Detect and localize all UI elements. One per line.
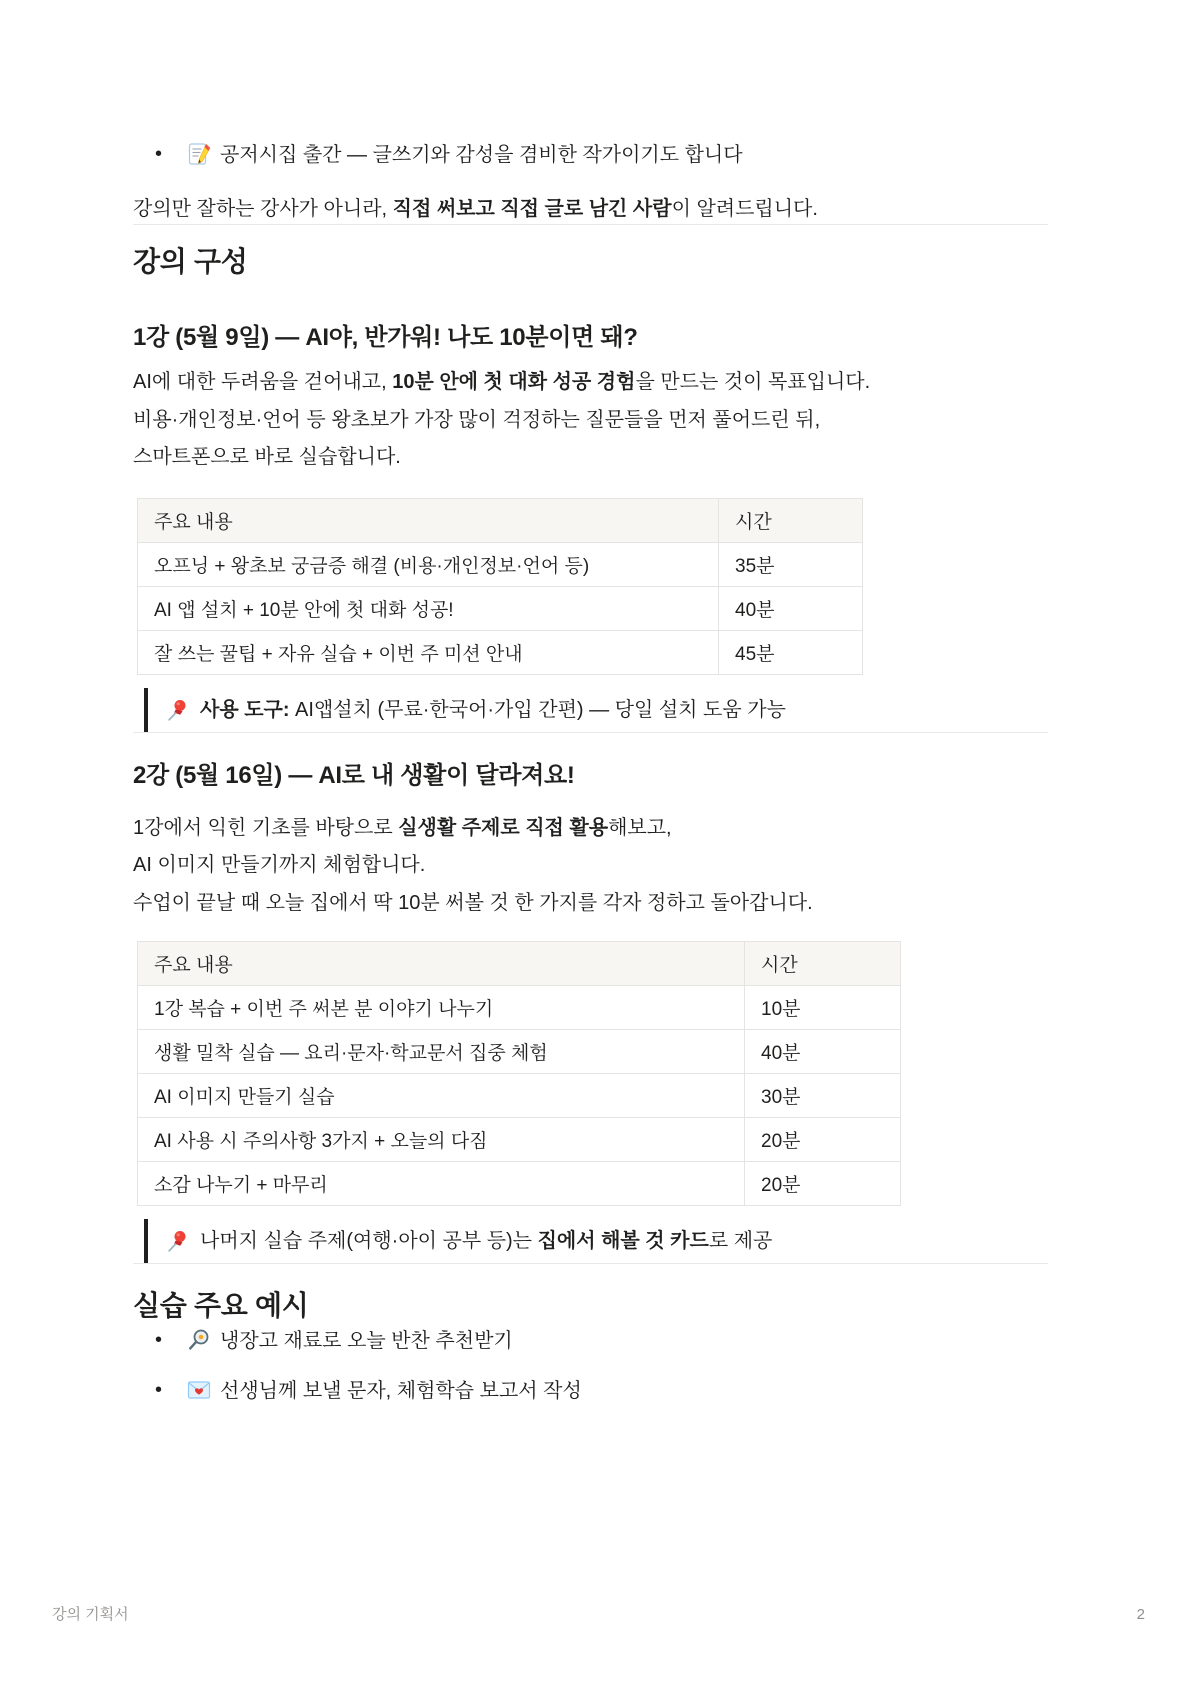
session2-callout-text: [200, 1226, 772, 1256]
intro-list: [133, 140, 1048, 170]
example-item: [133, 1326, 1048, 1356]
love-letter-icon: [187, 1378, 211, 1402]
s1-desc-bold: 10분 안에 첫 대화 성공 경험: [392, 371, 636, 393]
table-cell-time: 30분: [745, 1074, 901, 1118]
table-row: [138, 1030, 901, 1074]
divider: [133, 732, 1048, 733]
pushpin-icon: [166, 698, 190, 722]
table-cell-time: 20분: [745, 1162, 901, 1206]
session2-callout: [144, 1219, 1048, 1263]
table-cell-time: 20분: [745, 1118, 901, 1162]
course-heading: 강의 구성: [133, 246, 248, 277]
pushpin-icon: [166, 1229, 190, 1253]
table-cell-content: AI 이미지 만들기 실습: [138, 1074, 745, 1118]
table-cell-content: 생활 밀착 실습 — 요리·문자·학교문서 집중 체험: [138, 1030, 745, 1074]
table-cell-content: 1강 복습 + 이번 주 써본 분 이야기 나누기: [138, 986, 745, 1030]
bullet-dot: [155, 1375, 162, 1405]
s1-desc-line3: 스마트폰으로 바로 실습합니다.: [133, 446, 401, 468]
divider: [133, 1263, 1048, 1264]
example-text: 냉장고 재료로 오늘 반찬 추천받기: [220, 1330, 513, 1352]
s1-callout-post: AI앱설치 (무료·한국어·가입 간편) — 당일 설치 도움 가능: [289, 698, 786, 721]
session1-table: [137, 498, 863, 675]
table-cell-time: 40분: [719, 586, 863, 630]
session2-table: [137, 941, 901, 1206]
s2-desc-bold: 실생활 주제로 직접 활용: [398, 816, 609, 839]
table-cell-content: AI 사용 시 주의사항 3가지 + 오늘의 다짐: [138, 1118, 745, 1162]
s2-desc-line2: AI 이미지 만들기까지 체험합니다.: [133, 854, 426, 876]
s1-desc-pre: AI에 대한 두려움을 걷어내고,: [133, 371, 393, 393]
s2-desc-line3: 수업이 끝날 때 오늘 집에서 딱 10분 써볼 것 한 가지를 각자 정하고 돌아갑니다.: [133, 891, 813, 914]
closing-post: 이 알려드립니다.: [671, 198, 818, 220]
session2-title: 2강 (5월 16일) — AI로 내 생활이 달라져요!: [133, 761, 575, 789]
footer-page-number: 2: [1136, 1606, 1145, 1623]
table-row: [138, 1074, 901, 1118]
footer-doc-title: 강의 기획서: [52, 1606, 129, 1623]
closing-paragraph: [133, 194, 1048, 224]
s1-callout-bold: 사용 도구:: [200, 698, 290, 721]
document-content: [133, 140, 1048, 1406]
table-cell-time: 10분: [745, 986, 901, 1030]
memo-icon: [187, 142, 211, 166]
session1-callout: [144, 688, 1048, 732]
session1-title: 1강 (5월 9일) — AI야, 반가워! 나도 10분이면 돼?: [133, 324, 638, 351]
table-header-time: 시간: [719, 498, 863, 542]
s2-callout-post: 로 제공: [708, 1230, 773, 1252]
table-row: [138, 1162, 901, 1206]
table-cell-time: 45분: [719, 630, 863, 674]
table-header-content: 주요 내용: [138, 498, 719, 542]
table-header-row: [138, 498, 863, 542]
table-cell-content: 소감 나누기 + 마무리: [138, 1162, 745, 1206]
session2-desc: [133, 810, 1048, 923]
s2-desc-post: 해보고,: [608, 816, 672, 839]
divider: [133, 224, 1048, 225]
example-text: 선생님께 보낼 문자, 체험학습 보고서 작성: [220, 1380, 582, 1402]
example-item: [133, 1376, 1048, 1406]
table-cell-time: 35분: [719, 542, 863, 586]
session1-callout-text: [200, 695, 786, 725]
table-row: [138, 586, 863, 630]
table-header-row: [138, 942, 901, 986]
table-row: [138, 1118, 901, 1162]
intro-bullet-text: 공저시집 출간 — 글쓰기와 감성을 겸비한 작가이기도 합니다: [220, 144, 743, 166]
examples-heading: 실습 주요 예시: [133, 1290, 309, 1321]
table-row: [138, 542, 863, 586]
s1-desc-post: 을 만드는 것이 목표입니다.: [635, 371, 871, 393]
magnifier-icon: [187, 1328, 211, 1352]
examples-list: [133, 1326, 1048, 1406]
table-cell-content: 오프닝 + 왕초보 궁금증 해결 (비용·개인정보·언어 등): [138, 542, 719, 586]
table-cell-time: 40분: [745, 1030, 901, 1074]
table-header-content: 주요 내용: [138, 942, 745, 986]
table-cell-content: AI 앱 설치 + 10분 안에 첫 대화 성공!: [138, 586, 719, 630]
closing-bold: 직접 써보고 직접 글로 남긴 사람: [392, 198, 672, 220]
closing-pre: 강의만 잘하는 강사가 아니라,: [133, 198, 393, 220]
s2-callout-pre: 나머지 실습 주제(여행·아이 공부 등)는: [200, 1230, 538, 1252]
intro-bullet-item: [133, 140, 1048, 170]
session1-desc: [133, 364, 1048, 477]
footer: [52, 1603, 1145, 1624]
table-row: [138, 630, 863, 674]
bullet-dot: [155, 139, 162, 169]
table-row: [138, 986, 901, 1030]
bullet-dot: [155, 1325, 162, 1355]
s2-desc-pre: 1강에서 익힌 기초를 바탕으로: [133, 816, 399, 839]
s1-desc-line2: 비용·개인정보·언어 등 왕초보가 가장 많이 걱정하는 질문들을 먼저 풀어드린 뒤,: [133, 408, 821, 431]
table-cell-content: 잘 쓰는 꿀팁 + 자유 실습 + 이번 주 미션 안내: [138, 630, 719, 674]
table-header-time: 시간: [745, 942, 901, 986]
s2-callout-bold: 집에서 해볼 것 카드: [537, 1230, 709, 1252]
